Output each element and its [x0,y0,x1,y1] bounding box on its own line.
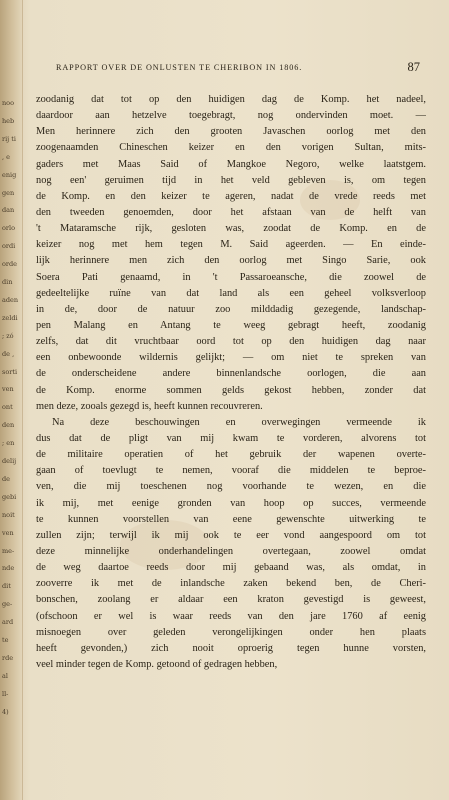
text-line: de onderscheidene andere binnenlandsche oorlogen, die aan [36,368,426,380]
page-number: 87 [407,60,420,74]
gutter-text-fragment: rij ti [2,134,16,143]
gutter-text-fragment: gen [2,188,15,197]
text-line: de weg daartoe reeds door mij gebaand was, als omdat, in [36,562,426,574]
text-line: heeft gevonden,) zich nooit oproerig tegen hunne vorsten, [36,642,426,654]
text-line: den tweeden genoemden, door het afstaan van de helft van [36,206,426,218]
gutter-text-fragment: al [2,671,8,680]
text-line: nog een' geruimen tijd in het veld gebleven is, om tegen [36,174,426,186]
gutter-text-fragment: ven [2,385,14,394]
text-line: zelfs, dat dit vruchtbaar oord tot op den huidigen dag naar [36,336,426,348]
gutter-text-fragment: noit [2,510,15,519]
gutter-text-fragment: de [2,474,11,483]
gutter-text-fragment: ll- [2,689,9,698]
text-line: pen Malang en Antang te weeg gebragt heeft, zoodanig [36,319,426,331]
text-line: ven, die mij toeschenen nog voorhande te wezen, en die [36,481,426,493]
text-line: 't Mataramsche rijk, gesloten was, zoodat de Komp. en de [36,223,426,235]
gutter-text-fragment: ; zó [2,331,14,340]
gutter-text-fragment: ven [2,528,14,537]
gutter-text-fragment: me- [2,546,15,555]
gutter-text-fragment: gebi [2,492,17,501]
text-line: deze minnelijke onderhandelingen overtegaan, zoowel omdat [36,545,426,557]
gutter-text-fragment: din [2,278,13,286]
gutter-text-fragment: ont [2,403,13,412]
gutter-text-fragment: 4) [2,707,9,716]
text-line: daardoor aan hetzelve toegebragt, nog ondervinden moet. — [36,110,426,122]
text-line: (ofschoon er wel is waar reeds van den jare 1760 af eenig [36,610,426,622]
text-line: keizer nog met hem tegen M. Said ageerden. — En einde- [36,239,426,251]
text-line: zoodanig dat tot op den huidigen dag de Komp. het nadeel, [36,94,426,105]
text-line: Men herinnere zich den grooten Javaschen oorlog met den [36,126,426,138]
gutter-text-fragment: ordi [2,242,16,251]
gutter-text-fragment: den [2,421,15,430]
text-line: gedeeltelijke ruïne van dat land als een geheel volksverloop [36,287,426,299]
running-head [36,60,424,76]
gutter-text-fragment: orde [2,260,18,269]
gutter-text-fragment: dit [2,582,11,591]
gutter-text-fragment: ard [2,618,14,627]
gutter-text-fragment: noo [2,99,15,107]
gutter-text-fragment: aden [2,295,19,304]
text-line: lijk herinnere men zich den oorlog met Singo Sarie, ook [36,255,426,267]
text-line: Na deze beschouwingen en overwegingen vermeende ik [52,416,426,428]
text-line: gaders met Maas Said of Mangkoe Negoro, welke laatstgem. [36,158,426,170]
text-line: men deze, zooals gezegd is, heeft kunnen recouvreren. [36,400,263,412]
text-line: in de, door de natuur zoo milddadig gezegende, landschap- [36,303,426,315]
gutter-text-fragment: heb [2,116,15,125]
previous-page-edge [0,0,23,800]
text-line: ik mij, met eenige gronden van hoop op succes, vermeende [36,497,426,509]
text-line: te kunnen voorstellen van eene gewenschte uitwerking te [36,513,426,525]
text-line: misnoegen over geleden verongelijkingen onder hen plaats [36,626,426,638]
text-line: de militaire operatien of het gebruik der wapenen overte- [36,449,426,461]
text-line: zooverre ik met de inlandsche zaken bekend ben, de Cheri- [36,578,426,590]
text-line: een onbewoonde wildernis gelijkt; — om niet te spreken van [36,352,426,364]
text-line: dus dat de pligt van mij kwam te vorderen, alvorens tot [36,432,426,444]
gutter-text-fragment: zeldi [2,313,18,322]
gutter-text-fragment: dan [2,206,15,215]
text-line: de Komp. enorme sommen gelds gekost hebben, zonder dat [36,384,426,396]
gutter-text-fragment: rde [2,653,14,662]
gutter-text-fragment: ; en [2,439,15,448]
text-line: Soera Pati genaamd, in 't Passaroeansche, die zoowel de [36,271,426,283]
text-line: gaan of toevlugt te nemen, vooraf die middelen te beproe- [36,465,426,477]
text-line: bonschen, zoolang er aldaar een kraton gevestigd is geweest, [36,594,426,606]
gutter-text-fragment: ge- [2,600,13,609]
gutter-text-fragment: sorti [2,367,18,376]
gutter-text-fragment: nde [2,564,15,573]
text-line: de Komp. en den keizer te ageren, nadat de vrede reeds met [36,190,426,202]
gutter-text-fragment: , e [2,152,10,161]
gutter-text-fragment: enig [2,170,17,179]
gutter-text-fragment: orlo [2,224,16,233]
text-line: veel minder tegen de Komp. getoond of gedragen hebben, [36,658,278,670]
text-line: zullen zijn; terwijl ik mij ook te eer vond aangespoord om tot [36,529,426,541]
body-text [36,92,426,673]
gutter-text-fragment: de , [2,349,15,358]
text-line: zoogenaamden Chineschen keizer en den vorigen Sultan, mits- [36,142,426,154]
gutter-text-fragment: te [2,636,9,644]
running-title: RAPPORT OVER DE ONLUSTEN TE CHERIBON IN 1806. [56,63,303,72]
gutter-text-fragment: delij [2,457,17,465]
